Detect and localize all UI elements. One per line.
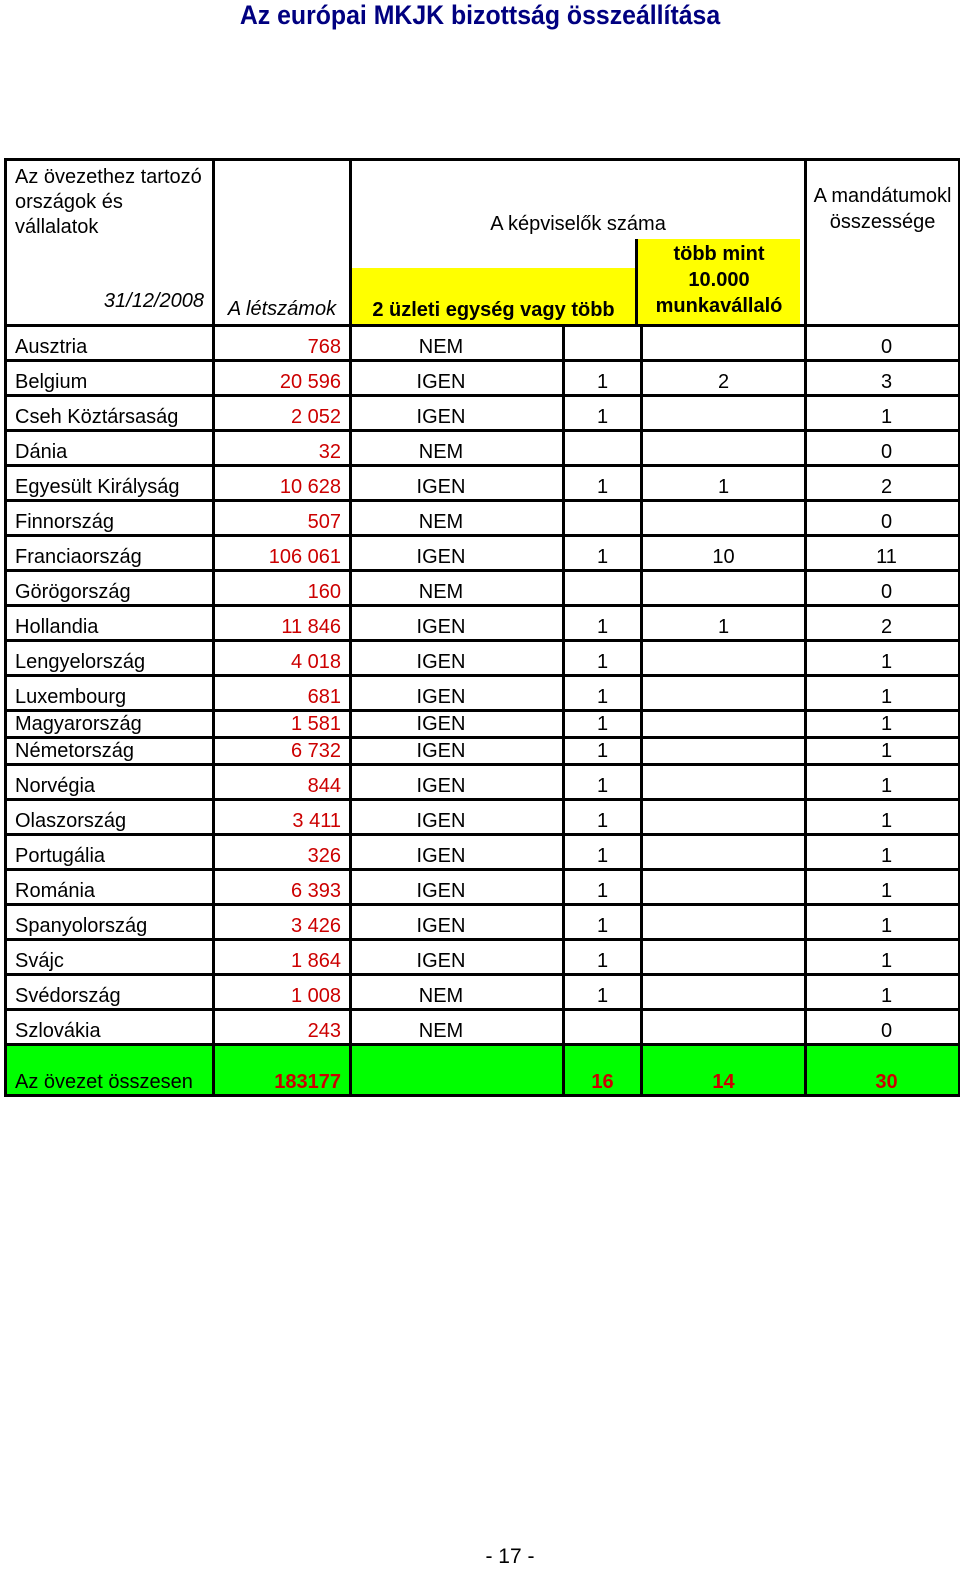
flag-cell: IGEN xyxy=(351,466,564,501)
employees-rep-cell: 10 xyxy=(642,536,806,571)
units-rep-cell xyxy=(564,431,642,466)
country-cell: Cseh Köztársaság xyxy=(6,396,214,431)
table-row xyxy=(6,326,960,361)
units-rep-cell: 1 xyxy=(564,711,642,738)
country-cell: Görögország xyxy=(6,571,214,606)
employees-rep-cell xyxy=(642,396,806,431)
reps-header xyxy=(351,160,806,326)
page-number: - 17 - xyxy=(485,1545,535,1568)
units-rep-cell: 1 xyxy=(564,536,642,571)
table-row xyxy=(6,870,960,905)
countries-header xyxy=(6,160,214,326)
employees-rep-cell: 2 xyxy=(642,361,806,396)
employees-rep-cell xyxy=(642,431,806,466)
headcount-cell: 681 xyxy=(214,676,351,711)
total-mandates-cell: 30 xyxy=(806,1045,960,1096)
headcount-label: A létszámok xyxy=(227,298,337,320)
employees-rep-cell xyxy=(642,800,806,835)
country-cell: Portugália xyxy=(6,835,214,870)
units-rep-cell: 1 xyxy=(564,940,642,975)
country-cell: Ausztria xyxy=(6,326,214,361)
employees-rep-cell xyxy=(642,676,806,711)
headcount-cell: 1 581 xyxy=(214,711,351,738)
table-row xyxy=(6,800,960,835)
flag-cell: IGEN xyxy=(351,765,564,800)
mandates-header xyxy=(806,160,960,326)
flag-cell: NEM xyxy=(351,431,564,466)
headcount-cell: 844 xyxy=(214,765,351,800)
table-row xyxy=(6,905,960,940)
units-rep-cell: 1 xyxy=(564,396,642,431)
country-cell: Szlovákia xyxy=(6,1010,214,1045)
headcount-cell: 6 732 xyxy=(214,738,351,765)
table-row xyxy=(6,975,960,1010)
mandates-cell: 0 xyxy=(806,431,960,466)
table-row xyxy=(6,711,960,738)
units-rep-cell: 1 xyxy=(564,765,642,800)
country-cell: Norvégia xyxy=(6,765,214,800)
headcount-cell: 2 052 xyxy=(214,396,351,431)
flag-cell: IGEN xyxy=(351,361,564,396)
headcount-header xyxy=(214,160,351,326)
flag-cell: NEM xyxy=(351,326,564,361)
country-cell: Németország xyxy=(6,738,214,765)
committee-table xyxy=(4,158,960,1097)
header-row xyxy=(6,160,960,326)
table-row xyxy=(6,641,960,676)
table-row xyxy=(6,835,960,870)
page-title: Az európai MKJK bizottság összeállítása xyxy=(239,0,721,30)
table-row xyxy=(6,940,960,975)
headcount-cell: 11 846 xyxy=(214,606,351,641)
units-rep-cell: 1 xyxy=(564,835,642,870)
country-cell: Spanyolország xyxy=(6,905,214,940)
units-rep-cell: 1 xyxy=(564,975,642,1010)
table-row xyxy=(6,361,960,396)
units-rep-cell: 1 xyxy=(564,606,642,641)
mandates-cell: 1 xyxy=(806,765,960,800)
country-cell: Svédország xyxy=(6,975,214,1010)
mandates-cell: 3 xyxy=(806,361,960,396)
mandates-cell: 1 xyxy=(806,835,960,870)
units-rep-cell xyxy=(564,571,642,606)
flag-cell: IGEN xyxy=(351,800,564,835)
table-row xyxy=(6,738,960,765)
mandates-cell: 0 xyxy=(806,1010,960,1045)
table-row xyxy=(6,765,960,800)
headcount-cell: 3 411 xyxy=(214,800,351,835)
country-cell: Lengyelország xyxy=(6,641,214,676)
headcount-cell: 507 xyxy=(214,501,351,536)
mandates-cell: 1 xyxy=(806,940,960,975)
flag-cell: IGEN xyxy=(351,835,564,870)
country-cell: Olaszország xyxy=(6,800,214,835)
headcount-cell: 326 xyxy=(214,835,351,870)
flag-cell: IGEN xyxy=(351,641,564,676)
headcount-cell: 106 061 xyxy=(214,536,351,571)
flag-cell: IGEN xyxy=(351,676,564,711)
flag-cell: NEM xyxy=(351,501,564,536)
country-cell: Dánia xyxy=(6,431,214,466)
flag-cell: NEM xyxy=(351,571,564,606)
total-row xyxy=(6,1045,960,1096)
units-rep-cell: 1 xyxy=(564,361,642,396)
country-cell: Svájc xyxy=(6,940,214,975)
mandates-cell: 1 xyxy=(806,800,960,835)
employees-rep-cell xyxy=(642,835,806,870)
flag-cell: IGEN xyxy=(351,738,564,765)
table-row xyxy=(6,606,960,641)
employees-rep-cell xyxy=(642,1010,806,1045)
country-cell: Belgium xyxy=(6,361,214,396)
headcount-cell: 6 393 xyxy=(214,870,351,905)
headcount-cell: 20 596 xyxy=(214,361,351,396)
mandates-cell: 0 xyxy=(806,326,960,361)
total-employees-rep-cell: 14 xyxy=(642,1045,806,1096)
employees-rep-cell xyxy=(642,765,806,800)
flag-cell: IGEN xyxy=(351,606,564,641)
total-label-cell: Az övezet összesen xyxy=(6,1045,214,1096)
employees-rep-cell: 1 xyxy=(642,606,806,641)
units-rep-cell: 1 xyxy=(564,738,642,765)
country-cell: Finnország xyxy=(6,501,214,536)
headcount-cell: 10 628 xyxy=(214,466,351,501)
headcount-cell: 160 xyxy=(214,571,351,606)
units-rep-cell: 1 xyxy=(564,466,642,501)
employees-rep-cell xyxy=(642,501,806,536)
flag-cell: IGEN xyxy=(351,905,564,940)
country-cell: Franciaország xyxy=(6,536,214,571)
units-rep-cell: 1 xyxy=(564,641,642,676)
mandates-cell: 1 xyxy=(806,396,960,431)
employees-rep-cell xyxy=(642,641,806,676)
table-row xyxy=(6,1010,960,1045)
headcount-cell: 4 018 xyxy=(214,641,351,676)
units-rep-cell xyxy=(564,1010,642,1045)
headcount-cell: 768 xyxy=(214,326,351,361)
total-empty-cell xyxy=(351,1045,564,1096)
table-row xyxy=(6,466,960,501)
mandates-cell: 1 xyxy=(806,641,960,676)
flag-cell: IGEN xyxy=(351,940,564,975)
headcount-cell: 1 864 xyxy=(214,940,351,975)
flag-cell: NEM xyxy=(351,1010,564,1045)
date-label: 31/12/2008 xyxy=(103,290,204,312)
employees-rep-cell xyxy=(642,326,806,361)
employees-rep-cell: 1 xyxy=(642,466,806,501)
mandates-cell: 1 xyxy=(806,975,960,1010)
sub-header-employees: több mint 10.000 munkavállaló xyxy=(635,239,800,324)
flag-cell: IGEN xyxy=(351,711,564,738)
country-cell: Hollandia xyxy=(6,606,214,641)
flag-cell: NEM xyxy=(351,975,564,1010)
employees-rep-cell xyxy=(642,905,806,940)
headcount-cell: 32 xyxy=(214,431,351,466)
country-cell: Luxembourg xyxy=(6,676,214,711)
employees-rep-cell xyxy=(642,571,806,606)
headcount-cell: 3 426 xyxy=(214,905,351,940)
units-rep-cell xyxy=(564,501,642,536)
country-cell: Egyesült Királyság xyxy=(6,466,214,501)
mandates-cell: 1 xyxy=(806,905,960,940)
mandates-cell: 1 xyxy=(806,870,960,905)
units-rep-cell: 1 xyxy=(564,870,642,905)
mandates-cell: 1 xyxy=(806,738,960,765)
total-units-rep-cell: 16 xyxy=(564,1045,642,1096)
table-row xyxy=(6,431,960,466)
employees-rep-cell xyxy=(642,711,806,738)
mandates-cell: 2 xyxy=(806,606,960,641)
table-row xyxy=(6,536,960,571)
units-rep-cell: 1 xyxy=(564,905,642,940)
mandates-cell: 0 xyxy=(806,501,960,536)
employees-rep-cell xyxy=(642,940,806,975)
mandates-cell: 1 xyxy=(806,676,960,711)
employees-rep-cell xyxy=(642,870,806,905)
employees-rep-cell xyxy=(642,738,806,765)
table-row xyxy=(6,396,960,431)
units-rep-cell xyxy=(564,326,642,361)
table-row xyxy=(6,571,960,606)
units-rep-cell: 1 xyxy=(564,800,642,835)
mandates-cell: 11 xyxy=(806,536,960,571)
table-row xyxy=(6,676,960,711)
mandates-cell: 0 xyxy=(806,571,960,606)
country-cell: Románia xyxy=(6,870,214,905)
sub-header-units: 2 üzleti egység vagy több xyxy=(352,268,635,324)
mandates-label: A mandátumokl összessége xyxy=(813,185,952,233)
flag-cell: IGEN xyxy=(351,870,564,905)
headcount-cell: 1 008 xyxy=(214,975,351,1010)
table-row xyxy=(6,501,960,536)
employees-rep-cell xyxy=(642,975,806,1010)
reps-label: A képviselők száma xyxy=(490,213,666,235)
units-rep-cell: 1 xyxy=(564,676,642,711)
mandates-cell: 2 xyxy=(806,466,960,501)
flag-cell: IGEN xyxy=(351,396,564,431)
headcount-cell: 243 xyxy=(214,1010,351,1045)
countries-label: Az övezethez tartozó országok és vállalatok xyxy=(15,166,202,238)
country-cell: Magyarország xyxy=(6,711,214,738)
mandates-cell: 1 xyxy=(806,711,960,738)
total-headcount-cell: 183177 xyxy=(214,1045,351,1096)
flag-cell: IGEN xyxy=(351,536,564,571)
